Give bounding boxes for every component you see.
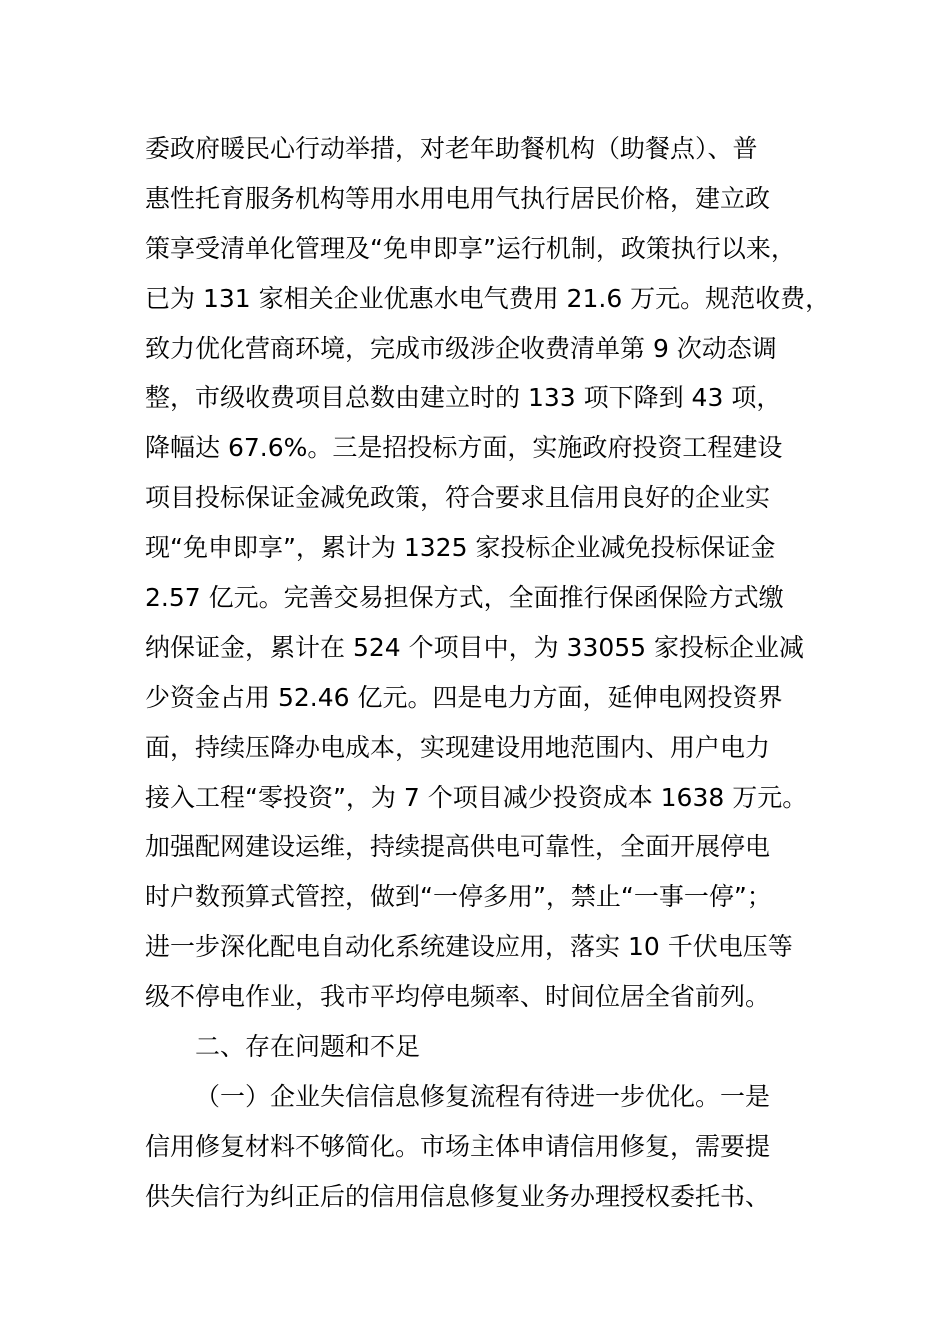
text-line: 项目投标保证金减免政策，符合要求且信用良好的企业实 (145, 483, 771, 513)
text-line: 策享受清单化管理及“免申即享”运行机制，政策执行以来， (145, 233, 796, 263)
text-line: 委政府暖民心行动举措，对老年助餐机构（助餐点）、普 (145, 134, 758, 163)
text-line: 整，市级收费项目总数由建立时的 133 项下降到 43 项， (145, 383, 782, 413)
section-heading: 二、存在问题和不足 (195, 1032, 421, 1062)
text-line: 级不停电作业，我市平均停电频率、时间位居全省前列。 (145, 982, 771, 1012)
paragraph-credit-repair (145, 1072, 845, 1222)
text-line: 接入工程“零投资”，为 7 个项目减少投资成本 1638 万元。 (145, 782, 808, 812)
text-line: 致力优化营商环境，完成市级涉企收费清单第 9 次动态调 (145, 333, 777, 363)
text-line: 降幅达 67.6%。三是招投标方面，实施政府投资工程建设 (145, 433, 783, 463)
text-line: 时户数预算式管控，做到“一停多用”，禁止“一事一停”； (145, 882, 772, 912)
text-line: 2.57 亿元。完善交易担保方式，全面推行保函保险方式缴 (145, 583, 784, 613)
text-line: 面，持续压降办电成本，实现建设用地范围内、用户电力 (145, 732, 771, 762)
text-line: 加强配网建设运维，持续提高供电可靠性，全面开展停电 (145, 832, 771, 862)
text-line: 供失信行为纠正后的信用信息修复业务办理授权委托书、 (145, 1181, 771, 1211)
text-line: 纳保证金，累计在 524 个项目中，为 33055 家投标企业减 (145, 632, 805, 662)
document-body (145, 124, 845, 1222)
paragraph-measures-continued (145, 124, 845, 1022)
text-line: 少资金占用 52.46 亿元。四是电力方面，延伸电网投资界 (145, 682, 783, 712)
text-line: 现“免申即享”，累计为 1325 家投标企业减免投标保证金 (145, 533, 776, 563)
text-line: 信用修复材料不够简化。市场主体申请信用修复，需要提 (145, 1131, 771, 1161)
text-line: 已为 131 家相关企业优惠水电气费用 21.6 万元。规范收费， (145, 283, 831, 313)
text-line: 惠性托育服务机构等用水用电用气执行居民价格，建立政 (145, 183, 771, 213)
text-line: 进一步深化配电自动化系统建设应用，落实 10 千伏电压等 (145, 932, 793, 962)
text-line: （一）企业失信信息修复流程有待进一步优化。一是 (195, 1081, 771, 1111)
